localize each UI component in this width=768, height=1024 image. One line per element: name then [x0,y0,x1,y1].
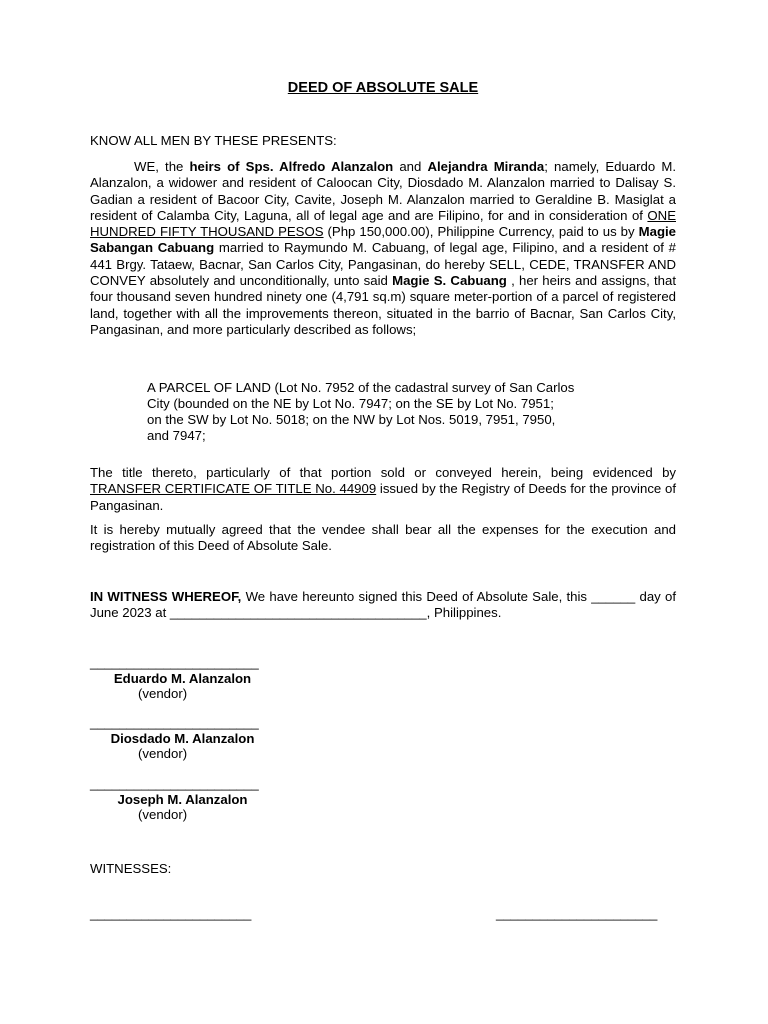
p1-text-a: WE, the [134,159,190,174]
vendee-name: Magie Sabangan Cabuang [90,224,676,256]
signatory-name: Joseph M. Alanzalon [117,791,248,807]
signatory-name: Diosdado M. Alanzalon [110,730,255,746]
signatory-role: (vendor) [138,686,188,701]
parcel-line: on the SW by Lot No. 5018; on the NW by Lot Nos. 5019, 7951, 7950, [147,412,556,427]
heirs-name: heirs of Sps. Alfredo Alanzalon [189,159,394,174]
parcel-description [147,380,647,444]
signature-line: _______________________ [90,715,259,730]
parcel-line: A PARCEL OF LAND (Lot No. 7952 of the cadastral survey of San Carlos [147,380,575,395]
signature-line: _______________________ [90,655,259,670]
signatory-name: Eduardo M. Alanzalon [113,670,252,686]
signature-line: _______________________ [90,776,259,791]
p1-text-i: married to Raymundo M. Cabuang, of legal age, Filipino, and a resident of # 441 Brgy. Tataew, Bacnar, San Carlos City, Pangasinan, do hereby SELL, CEDE, TRANSFER AND CONVEY absolutely and unconditionally, unto said [90,240,676,289]
witness-clause-heading: IN WITNESS WHEREOF, [90,589,242,604]
heir-spouse-name: Alejandra Miranda [427,159,545,174]
document-title: DEED OF ABSOLUTE SALE [287,80,479,96]
signatory-role: (vendor) [138,746,188,761]
parcel-line: and 7947; [147,428,206,443]
signature-block [90,715,275,762]
witness-signature-line: ______________________ [496,906,658,921]
witness-clause [90,589,676,622]
vendee-short-name: Magie S. Cabuang [392,273,507,289]
consideration-amount-words: ONE HUNDRED FIFTY THOUSAND PESOS [90,207,676,240]
p1-text-c: and [393,159,428,174]
paragraph-title [90,465,676,514]
p2-text-a: The title thereto, particularly of that portion sold or conveyed herein, being evidenced by [90,465,676,480]
parcel-line: City (bounded on the NE by Lot No. 7947; on the SE by Lot No. 7951; [147,396,554,411]
p2-text-c: issued by the Registry of Deeds for the province of Pangasinan. [90,481,676,513]
p1-text-g: (Php 150,000.00), Philippine Currency, paid to us by [323,224,639,240]
document-page [90,0,676,1024]
intro-line: KNOW ALL MEN BY THESE PRESENTS: [90,133,337,148]
title-certificate-number: TRANSFER CERTIFICATE OF TITLE No. 44909 [90,481,377,497]
witnesses-label: WITNESSES: [90,861,172,876]
p1-text-e: ; namely, Eduardo M. Alanzalon, a widower and resident of Caloocan City, Diosdado M. Alanzalon married to Dalisay S. Gadian a resident of Bacoor City, Cavite, Joseph M. Alanzalon married to Geraldine B. Masiglat a resident of Calamba City, Laguna, all of legal age and are Filipino, for and in consideration of [90,159,676,223]
witness-signature-line: ______________________ [90,906,252,921]
signature-block [90,655,275,702]
signature-block [90,776,275,823]
paragraph-parties [90,159,676,338]
witness-clause-text: We have hereunto signed this Deed of Absolute Sale, this ______ day of June 2023 at ___________________________________, Philippines. [90,589,676,621]
signatory-role: (vendor) [138,807,188,822]
paragraph-expenses: It is hereby mutually agreed that the vendee shall bear all the expenses for the execution and registration of this Deed of Absolute Sale. [90,522,676,554]
p1-text-k: , her heirs and assigns, that four thousand seven hundred ninety one (4,791 sq.m) square meter-portion of a parcel of registered land, together with all the improvements thereon, situated in the barrio of Bacnar, San Carlos City, Pangasinan, and more particularly described as follows; [90,273,676,337]
